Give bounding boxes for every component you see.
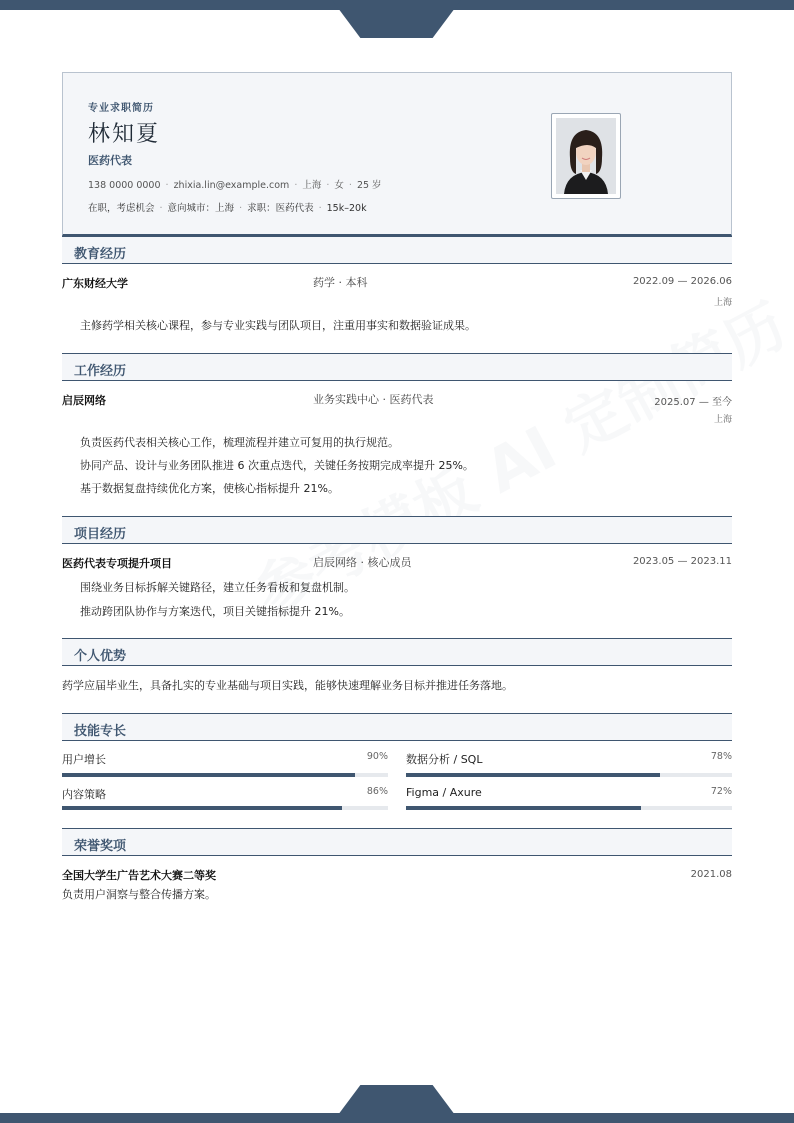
- skill-name: 用户增长: [62, 753, 106, 766]
- candidate-role: 医药代表: [88, 154, 132, 167]
- advantage-text: 药学应届毕业生，具备扎实的专业基础与项目实践，能够快速理解业务目标并推进任务落地。: [62, 679, 513, 692]
- project-bullet: 推动跨团队协作与方案迭代，项目关键指标提升 21%。: [80, 605, 350, 618]
- intent-line: 在职，考虑机会 · 意向城市：上海 · 求职：医药代表 · 15k–20k: [88, 203, 367, 214]
- top-accent-tab: [332, 0, 461, 38]
- skill-bar: [406, 806, 732, 810]
- honor-title: 全国大学生广告艺术大赛二等奖: [62, 869, 216, 882]
- work-bullet: 负责医药代表相关核心工作，梳理流程并建立可复用的执行规范。: [80, 436, 399, 449]
- section-work: [62, 353, 732, 381]
- section-education: [62, 236, 732, 264]
- project-role: 启辰网络 · 核心成员: [313, 556, 412, 569]
- skill-percent: 86%: [366, 786, 388, 797]
- skill-bar-fill: [406, 773, 660, 777]
- section-advantage: [62, 638, 732, 666]
- section-skills: [62, 713, 732, 741]
- section-project: [62, 516, 732, 544]
- honor-desc: 负责用户洞察与整合传播方案。: [62, 888, 216, 901]
- skill-percent: 72%: [710, 786, 732, 797]
- project-date: 2023.05 — 2023.11: [632, 556, 732, 567]
- work-location: 上海: [713, 415, 732, 425]
- section-heading: 个人优势: [74, 649, 127, 664]
- work-position: 业务实践中心 · 医药代表: [313, 393, 434, 406]
- skill-bar: [62, 806, 388, 810]
- work-date: 2025.07 — 至今: [654, 397, 732, 408]
- intent-city: 意向城市：上海: [167, 203, 235, 214]
- section-honors: [62, 828, 732, 856]
- skill-percent: 90%: [366, 751, 388, 762]
- profile-photo: [551, 113, 621, 199]
- phone: 138 0000 0000: [88, 180, 161, 191]
- education-date: 2022.09 — 2026.06: [632, 276, 732, 287]
- work-bullet: 协同产品、设计与业务团队推进 6 次重点迭代，关键任务按期完成率提升 25%。: [80, 459, 474, 472]
- honor-date: 2021.08: [690, 869, 732, 880]
- candidate-name: 林知夏: [88, 122, 161, 147]
- resume-tag: 专业求职简历: [88, 103, 154, 114]
- skill-bar-fill: [406, 806, 641, 810]
- company-name: 启辰网络: [62, 394, 106, 407]
- skill-name: 数据分析 / SQL: [406, 753, 483, 766]
- job-status: 在职，考虑机会: [88, 203, 155, 214]
- salary: 15k–20k: [326, 203, 367, 214]
- resume-header: [62, 72, 732, 236]
- education-location: 上海: [713, 298, 732, 308]
- contact-line: 138 0000 0000 · zhixia.lin@example.com · 上海 · 女 · 25 岁: [88, 180, 382, 191]
- skill-name: 内容策略: [62, 788, 106, 801]
- skill-bar-fill: [62, 806, 342, 810]
- avatar-icon: [556, 118, 616, 194]
- city: 上海: [302, 180, 322, 191]
- bottom-accent-tab: [332, 1085, 461, 1123]
- section-heading: 项目经历: [74, 527, 127, 542]
- email: zhixia.lin@example.com: [173, 180, 290, 191]
- gender: 女: [334, 180, 344, 191]
- education-desc: 主修药学相关核心课程，参与专业实践与团队项目，注重用事实和数据验证成果。: [80, 319, 476, 332]
- skill-bar: [406, 773, 732, 777]
- project-bullet: 围绕业务目标拆解关键路径，建立任务看板和复盘机制。: [80, 581, 355, 594]
- work-bullet: 基于数据复盘持续优化方案，使核心指标提升 21%。: [80, 482, 339, 495]
- section-heading: 工作经历: [74, 364, 127, 379]
- section-heading: 荣誉奖项: [74, 839, 127, 854]
- section-heading: 技能专长: [74, 724, 127, 739]
- major: 药学 · 本科: [313, 276, 368, 289]
- skill-bar: [62, 773, 388, 777]
- project-name: 医药代表专项提升项目: [62, 557, 172, 570]
- skill-name: Figma / Axure: [406, 786, 482, 799]
- section-heading: 教育经历: [74, 247, 127, 262]
- skill-bar-fill: [62, 773, 355, 777]
- school-name: 广东财经大学: [62, 277, 128, 290]
- age: 25 岁: [356, 180, 382, 191]
- skill-percent: 78%: [710, 751, 732, 762]
- intent-job: 求职：医药代表: [247, 203, 314, 214]
